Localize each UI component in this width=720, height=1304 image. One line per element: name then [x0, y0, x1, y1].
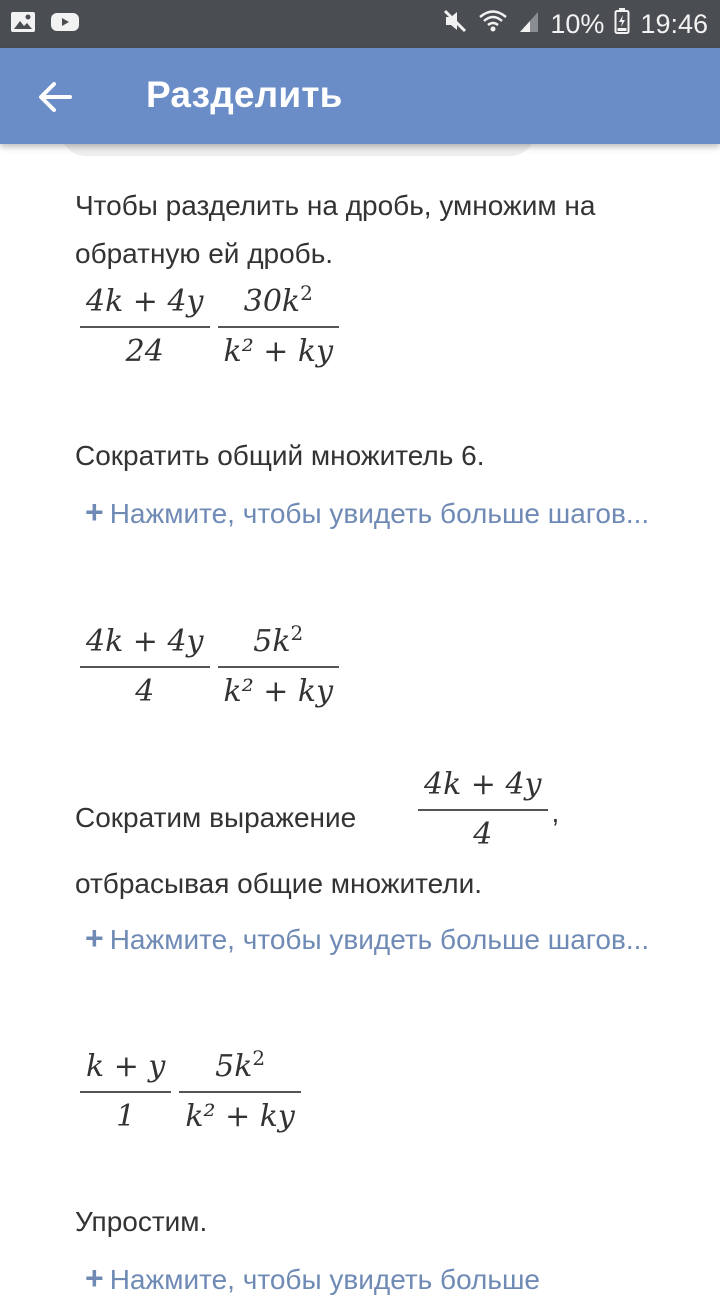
more-steps-link[interactable]: + Нажмите, чтобы увидеть больше шагов... [85, 494, 650, 530]
denominator: 4 [135, 674, 155, 709]
math-expression [76, 1047, 305, 1137]
math-expression [76, 282, 343, 372]
denominator: 1 [116, 1099, 136, 1134]
fraction [80, 1047, 171, 1137]
denominator: k² + ky [223, 334, 334, 369]
more-steps-link[interactable]: + Нажмите, чтобы увидеть больше шагов... [85, 920, 650, 956]
signal-icon [518, 8, 540, 41]
fraction [418, 765, 548, 855]
step-text: Упростим. [75, 1206, 208, 1237]
battery-icon [614, 7, 630, 42]
inline-fraction: $\frac{4k + 4y}{4}$ , [414, 765, 559, 855]
denominator: k² + ky [223, 674, 334, 709]
arrow-left-icon [34, 76, 76, 118]
numerator: 4k + 4y [86, 284, 204, 319]
denominator: k² + ky [185, 1099, 295, 1134]
step-text: Сократим выражение [75, 802, 357, 833]
numerator: 4k + 4y [86, 624, 204, 659]
denominator: 24 [125, 334, 164, 369]
numerator: $30k^2$ [243, 281, 313, 319]
youtube-icon [50, 10, 80, 39]
step-text: отбрасывая общие множители. [75, 868, 483, 899]
gallery-icon [10, 10, 36, 39]
step-text: Чтобы разделить на дробь, умножим на обратную ей дробь. [75, 190, 596, 269]
denominator: 4 [473, 817, 493, 852]
numerator: $5k^2$ [215, 1046, 266, 1084]
wifi-icon [478, 8, 508, 41]
mute-icon [442, 8, 468, 41]
math-expression [76, 622, 343, 712]
fraction [80, 622, 210, 712]
fraction [80, 282, 210, 372]
fraction [179, 1047, 301, 1137]
back-button[interactable] [34, 76, 76, 118]
clock: 19:46 [640, 8, 708, 39]
plus-icon: + [85, 920, 104, 956]
more-steps-link[interactable]: + Нажмите, чтобы увидеть больше [85, 1260, 540, 1296]
battery-percent: 10% [550, 8, 605, 39]
fraction [218, 622, 340, 712]
numerator: k + y [86, 1049, 166, 1084]
app-bar [0, 48, 720, 144]
fraction [218, 282, 340, 372]
plus-icon: + [85, 494, 104, 530]
numerator: 4k + 4y [424, 767, 542, 802]
status-bar [0, 0, 720, 48]
step-text: Сократить общий множитель 6. [75, 440, 485, 471]
plus-icon: + [85, 1260, 104, 1296]
numerator: $5k^2$ [253, 621, 304, 659]
page-title: Разделить [146, 74, 343, 115]
